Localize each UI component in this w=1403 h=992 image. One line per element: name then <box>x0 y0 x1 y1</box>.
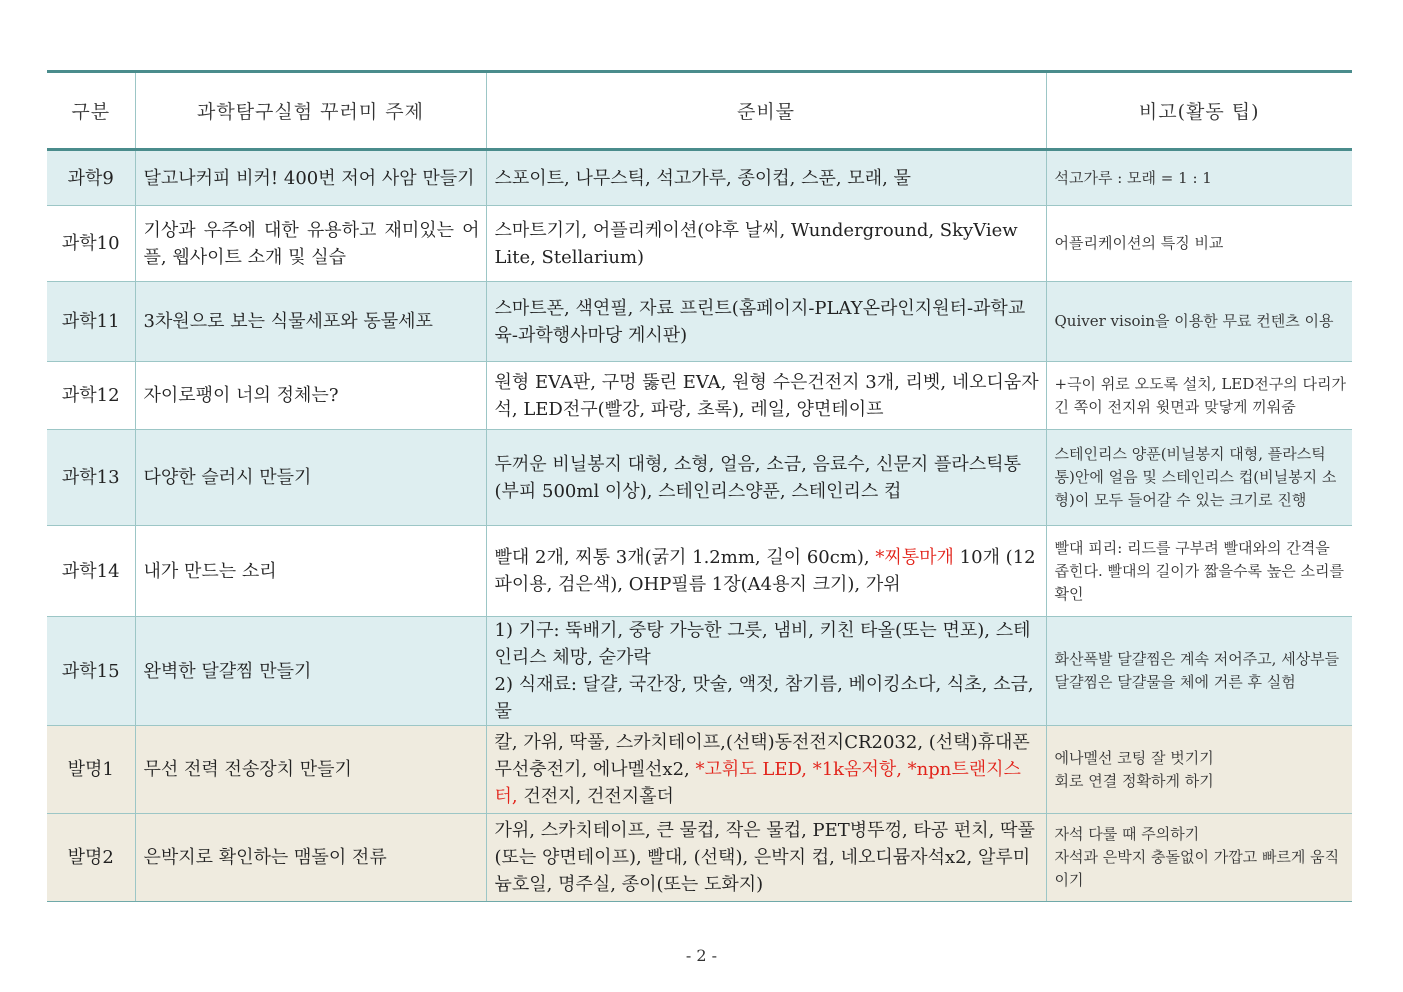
row-materials <box>486 726 1046 814</box>
note-line: 자석과 은박지 충돌없이 가깝고 빠르게 움직이기 <box>1054 848 1340 889</box>
materials-text: 10개 (12파이용, 검은색), OHP필름 1장(A4용지 크기), 가위 <box>494 547 1036 595</box>
note-line: 회로 연결 정확하게 하기 <box>1054 771 1214 790</box>
materials-highlight: *고휘도 LED, *1k옴저항, *npn트랜지스터, <box>494 759 1021 807</box>
table-row <box>47 150 1352 206</box>
activity-table-container <box>47 70 1352 902</box>
row-id: 과학14 <box>47 526 135 617</box>
table-row <box>47 617 1352 726</box>
row-id: 과학11 <box>47 282 135 362</box>
row-id: 과학13 <box>47 430 135 526</box>
row-topic: 3차원으로 보는 식물세포와 동물세포 <box>135 282 486 362</box>
materials-text: 1) 기구: 뚝배기, 중탕 가능한 그릇, 냄비, 키친 타올(또는 면포), 스테인리스 체망, 숟가락 <box>494 620 1031 668</box>
row-note <box>1046 362 1352 430</box>
note-line: 스테인리스 양푼(비닐봉지 대형, 플라스틱 통)안에 얼음 및 스테인리스 컵(비닐봉지 소형)이 모두 들어갈 수 있는 크기로 진행 <box>1054 445 1337 509</box>
materials-text: 스포이트, 나무스틱, 석고가루, 종이컵, 스푼, 모래, 물 <box>494 167 911 189</box>
row-topic: 완벽한 달걀찜 만들기 <box>135 617 486 726</box>
note-line: 빨대 피리: 리드를 구부려 빨대와의 간격을 좁힌다. 빨대의 길이가 짧을수록 높은 소리를 확인 <box>1054 538 1344 603</box>
materials-text: 건전지, 건전지홀더 <box>517 786 674 807</box>
materials-highlight: *찌통마개 <box>875 547 954 568</box>
note-line: +극이 위로 오도록 설치, LED전구의 다리가 긴 쪽이 전지위 윗면과 맞닿게 끼워줌 <box>1054 374 1346 416</box>
materials-text: 2) 식재료: 달걀, 국간장, 맛술, 액젓, 참기름, 베이킹소다, 식초, 소금, 물 <box>494 674 1034 722</box>
row-materials <box>486 362 1046 430</box>
row-id: 과학9 <box>47 150 135 206</box>
note-line: 석고가루 : 모래 = 1 : 1 <box>1054 168 1212 187</box>
row-topic: 은박지로 확인하는 맴돌이 전류 <box>135 814 486 902</box>
table-row <box>47 430 1352 526</box>
table-row <box>47 282 1352 362</box>
materials-text: 원형 EVA판, 구멍 뚫린 EVA, 원형 수은건전지 3개, 리벳, 네오디움자석, LED전구(빨강, 파랑, 초록), 레일, 양면테이프 <box>494 371 1039 420</box>
row-note <box>1046 282 1352 362</box>
materials-text: 가위, 스카치테이프, 큰 물컵, 작은 물컵, PET병뚜껑, 타공 펀치, 딱풀(또는 양면테이프), 빨대, (선택), 은박지 컵, 네오디뮴자석x2, 알루미늄호일, 명주실, 종이(또는 도화지) <box>494 820 1035 895</box>
page-number: - 2 - <box>685 946 718 965</box>
row-note <box>1046 814 1352 902</box>
table-row <box>47 526 1352 617</box>
row-note <box>1046 150 1352 206</box>
table-row <box>47 362 1352 430</box>
row-materials <box>486 526 1046 617</box>
row-materials <box>486 814 1046 902</box>
header-materials: 준비물 <box>486 72 1046 150</box>
materials-text: 스마트기기, 어플리케이션(야후 날씨, Wunderground, SkyView Lite, Stellarium) <box>494 219 1018 268</box>
row-materials <box>486 282 1046 362</box>
header-category: 구분 <box>47 72 135 150</box>
row-topic: 달고나커피 비커! 400번 저어 사암 만들기 <box>135 150 486 206</box>
activity-table <box>47 70 1352 902</box>
row-materials <box>486 206 1046 282</box>
table-row <box>47 726 1352 814</box>
row-note <box>1046 430 1352 526</box>
table-row <box>47 206 1352 282</box>
note-line: 에나멜선 코팅 잘 벗기기 <box>1054 748 1214 767</box>
row-note <box>1046 526 1352 617</box>
note-line: 어플리케이션의 특징 비교 <box>1054 234 1224 252</box>
row-id: 과학12 <box>47 362 135 430</box>
row-note <box>1046 726 1352 814</box>
table-row <box>47 814 1352 902</box>
row-id: 과학10 <box>47 206 135 282</box>
row-topic: 기상과 우주에 대한 유용하고 재미있는 어플, 웹사이트 소개 및 실습 <box>135 206 486 282</box>
note-line: Quiver visoin을 이용한 무료 컨텐츠 이용 <box>1054 312 1334 330</box>
row-id: 발명2 <box>47 814 135 902</box>
note-line: 자석 다룰 때 주의하기 <box>1054 825 1200 843</box>
row-topic: 내가 만드는 소리 <box>135 526 486 617</box>
note-line: 화산폭발 달걀찜은 계속 저어주고, 세상부들 달걀찜은 달걀물을 체에 거른 후 실험 <box>1054 650 1340 691</box>
row-topic: 다양한 슬러시 만들기 <box>135 430 486 526</box>
row-materials <box>486 617 1046 726</box>
row-id: 과학15 <box>47 617 135 726</box>
row-topic: 자이로팽이 너의 정체는? <box>135 362 486 430</box>
row-materials <box>486 430 1046 526</box>
materials-text: 두꺼운 비닐봉지 대형, 소형, 얼음, 소금, 음료수, 신문지 플라스틱통(부피 500ml 이상), 스테인리스양푼, 스테인리스 컵 <box>494 453 1021 502</box>
row-id: 발명1 <box>47 726 135 814</box>
materials-text: 빨대 2개, 찌통 3개(굵기 1.2mm, 길이 60cm), <box>494 547 876 568</box>
row-note <box>1046 617 1352 726</box>
row-note <box>1046 206 1352 282</box>
header-notes: 비고(활동 팁) <box>1046 72 1352 150</box>
materials-text: 칼, 가위, 딱풀, 스카치테이프,(선택)동전전지CR2032, (선택)휴대폰 무선충전기, 에나멜선x2, <box>494 732 1030 780</box>
header-topic: 과학탐구실험 꾸러미 주제 <box>135 72 486 150</box>
table-header-row <box>47 72 1352 150</box>
row-topic: 무선 전력 전송장치 만들기 <box>135 726 486 814</box>
materials-text: 스마트폰, 색연필, 자료 프린트(홈페이지-PLAY온라인지원터-과학교육-과학행사마당 게시판) <box>494 297 1026 346</box>
row-materials <box>486 150 1046 206</box>
